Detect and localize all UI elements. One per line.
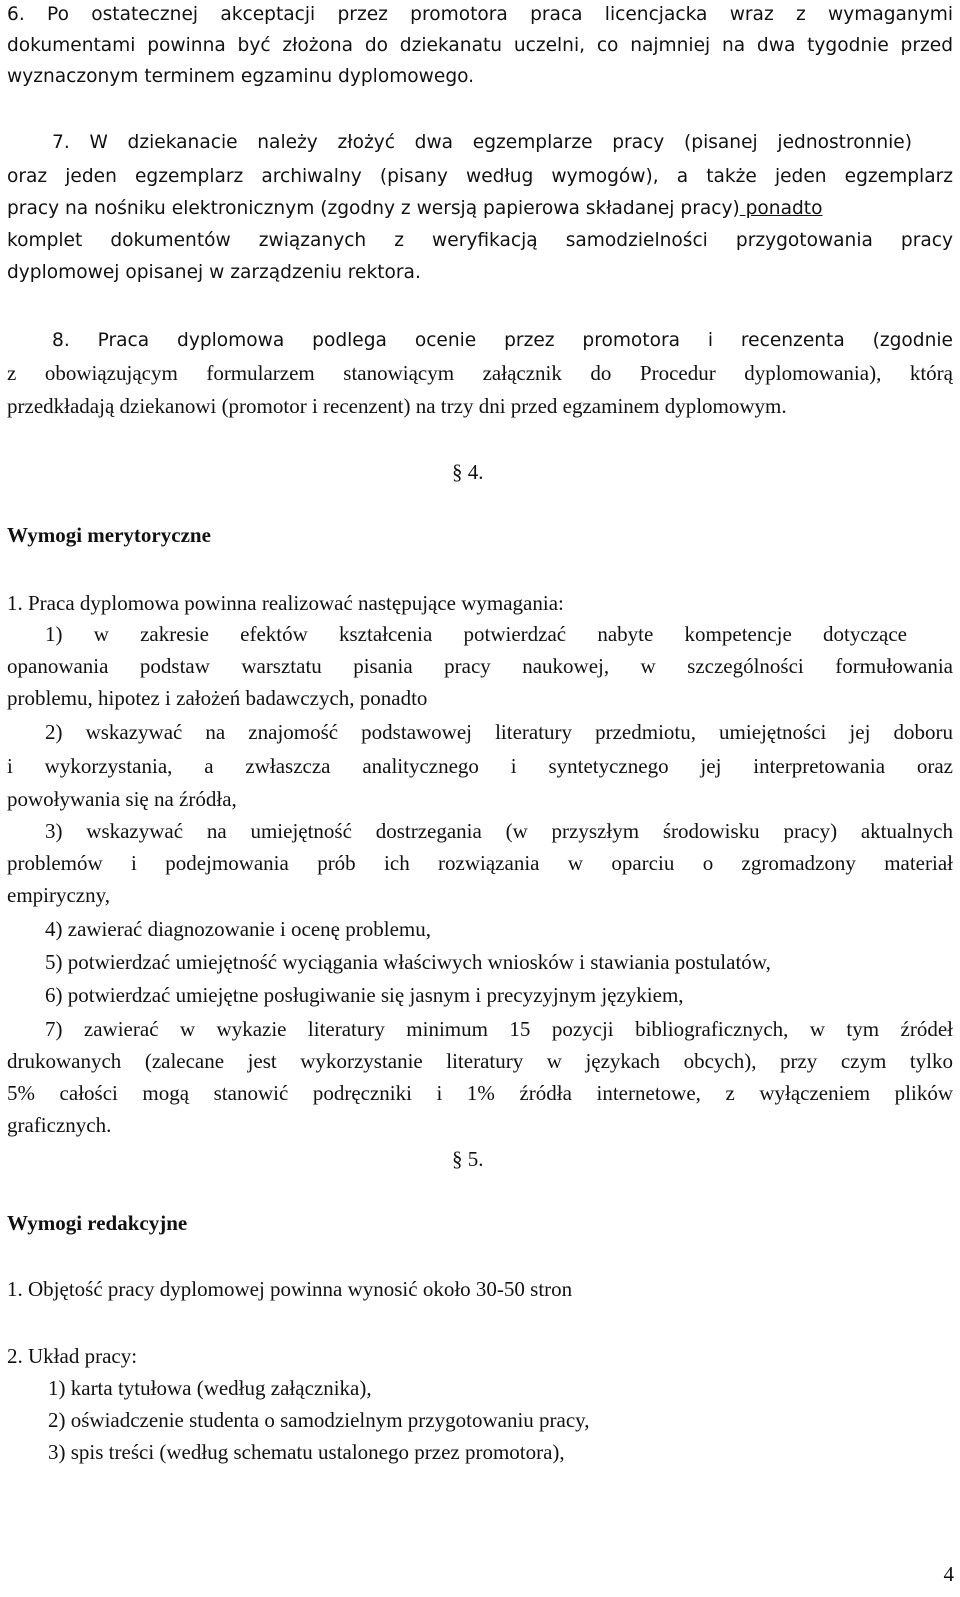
paragraph-5-marker: § 5. bbox=[452, 1147, 484, 1171]
requirement-line: graficznych. bbox=[7, 1113, 112, 1137]
section-7-line-4: komplet dokumentów związanych z weryfikacją samodzielności przygotowania pracy bbox=[7, 230, 953, 251]
section-7-line-3-text: pracy na nośniku elektronicznym (zgodny z wersją papierowa składanej pracy) bbox=[7, 198, 740, 219]
requirement-line: 6) potwierdzać umiejętne posługiwanie się jasnym i precyzyjnym językiem, bbox=[45, 983, 684, 1007]
section-6-line-2: dokumentami powinna być złożona do dziekanatu uczelni, co najmniej na dwa tygodnie przed bbox=[7, 35, 953, 56]
requirement-line: 2) wskazywać na znajomość podstawowej literatury przedmiotu, umiejętności jej doboru bbox=[45, 720, 953, 744]
requirement-line: 5% całości mogą stanowić podręczniki i 1% źródła internetowe, z wyłączeniem plików bbox=[7, 1081, 953, 1105]
paragraph-4-marker: § 4. bbox=[452, 460, 484, 484]
requirement-line: 5) potwierdzać umiejętność wyciągania właściwych wniosków i stawiania postulatów, bbox=[45, 950, 771, 974]
requirement-line: powoływania się na źródła, bbox=[7, 787, 237, 811]
structure-item: 1) karta tytułowa (według załącznika), bbox=[48, 1376, 372, 1400]
requirement-line: 7) zawierać w wykazie literatury minimum 15 pozycji bibliograficznych, w tym źródeł bbox=[45, 1017, 953, 1041]
requirement-line: i wykorzystania, a zwłaszcza analitycznego i syntetycznego jej interpretowania oraz bbox=[7, 754, 953, 778]
section-8-line-1: 8. Praca dyplomowa podlega ocenie przez promotora i recenzenta (zgodnie bbox=[52, 330, 953, 351]
section-7-line-1: 7. W dziekanacie należy złożyć dwa egzemplarze pracy (pisanej jednostronnie) bbox=[52, 132, 912, 153]
section-6-line-3: wyznaczonym terminem egzaminu dyplomowego. bbox=[7, 66, 475, 87]
requirement-line: problemów i podejmowania prób ich rozwiązania w oparciu o zgromadzony materiał bbox=[7, 851, 953, 875]
editorial-item-1: 1. Objętość pracy dyplomowej powinna wynosić około 30-50 stron bbox=[7, 1277, 573, 1301]
page-number: 4 bbox=[943, 1562, 954, 1586]
paragraph-4-heading: Wymogi merytoryczne bbox=[7, 523, 211, 547]
requirement-line: empiryczny, bbox=[7, 883, 111, 907]
section-6-line-1: 6. Po ostatecznej akceptacji przez promotora praca licencjacka wraz z wymaganymi bbox=[7, 4, 953, 25]
section-7-line-3-underlined: ponadto bbox=[739, 198, 823, 219]
section-8-line-2: z obowiązującym formularzem stanowiącym załącznik do Procedur dyplomowania), którą bbox=[7, 361, 953, 385]
section-8-line-3: przedkładają dziekanowi (promotor i recenzent) na trzy dni przed egzaminem dyplomowym. bbox=[7, 394, 787, 418]
requirement-line: problemu, hipotez i założeń badawczych, ponadto bbox=[7, 686, 428, 710]
paragraph-4-intro: 1. Praca dyplomowa powinna realizować następujące wymagania: bbox=[7, 591, 564, 615]
requirement-line: 3) wskazywać na umiejętność dostrzegania (w przyszłym środowisku pracy) aktualnych bbox=[45, 819, 953, 843]
section-7-line-5: dyplomowej opisanej w zarządzeniu rektora. bbox=[7, 262, 421, 283]
paragraph-5-heading: Wymogi redakcyjne bbox=[7, 1211, 188, 1235]
section-7-line-2: oraz jeden egzemplarz archiwalny (pisany według wymogów), a także jeden egzemplarz bbox=[7, 166, 953, 187]
requirement-line: drukowanych (zalecane jest wykorzystanie literatury w językach obcych), przy czym tylko bbox=[7, 1049, 953, 1073]
editorial-item-2: 2. Układ pracy: bbox=[7, 1344, 138, 1368]
requirement-line: 4) zawierać diagnozowanie i ocenę problemu, bbox=[45, 917, 431, 941]
section-7-line-3 bbox=[7, 196, 953, 222]
structure-item: 2) oświadczenie studenta o samodzielnym przygotowaniu pracy, bbox=[48, 1408, 590, 1432]
structure-item: 3) spis treści (według schematu ustalonego przez promotora), bbox=[48, 1440, 565, 1464]
requirement-line: 1) w zakresie efektów kształcenia potwierdzać nabyte kompetencje dotyczące bbox=[45, 622, 907, 646]
requirement-line: opanowania podstaw warsztatu pisania pracy naukowej, w szczególności formułowania bbox=[7, 654, 953, 678]
